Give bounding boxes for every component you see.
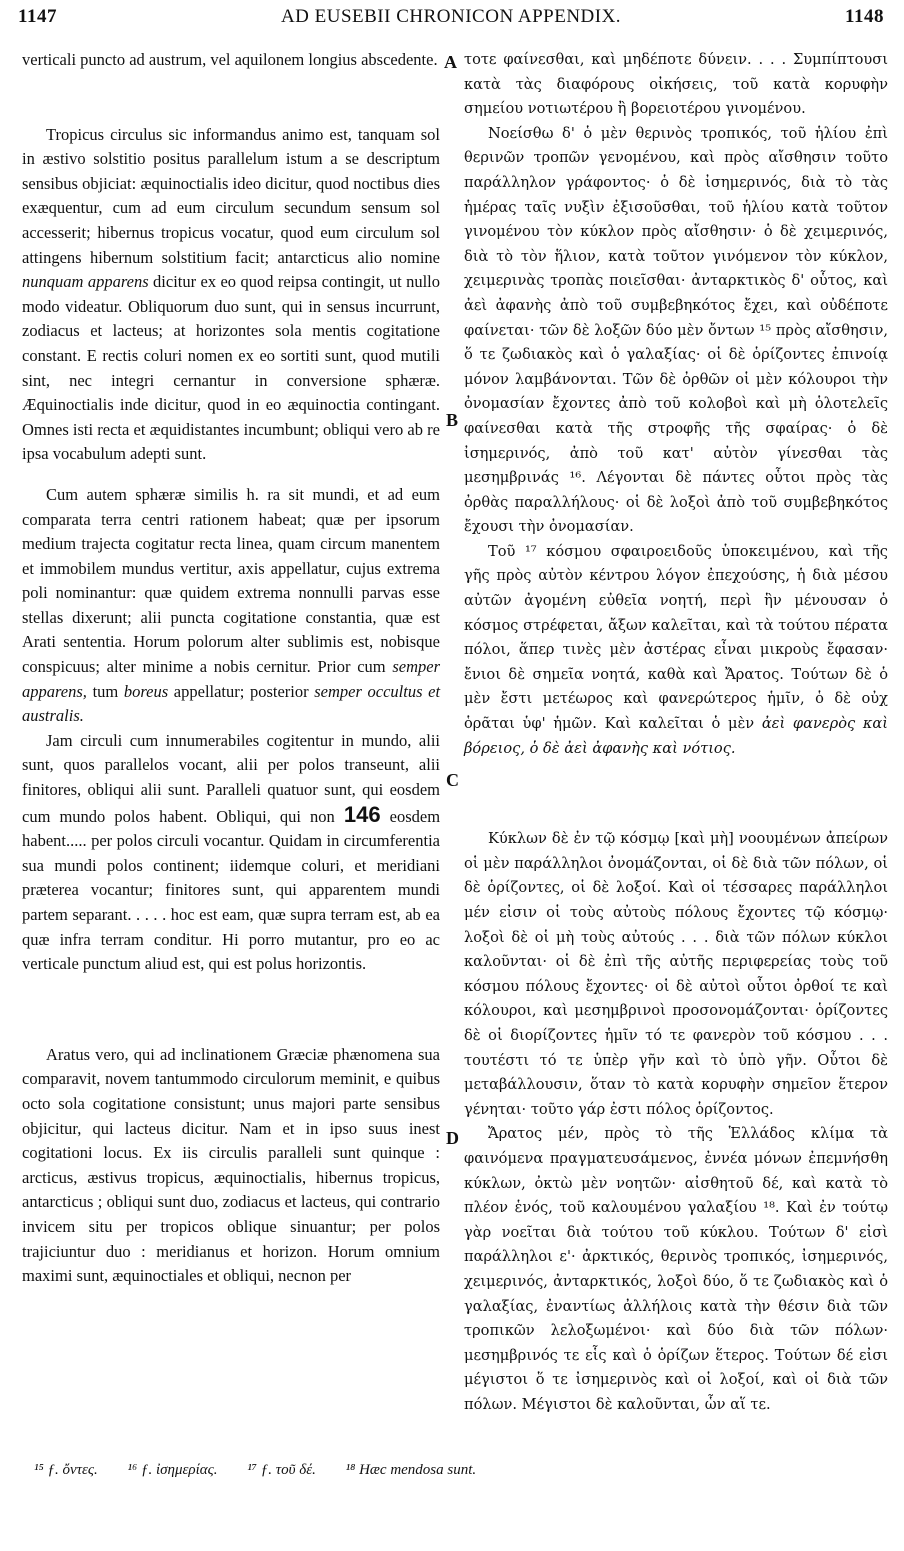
margin-marker-c: C xyxy=(446,770,459,790)
latin-paragraph-3: Cum autem sphæræ similis h. ra sit mundi, et ad eum comparata terra centri rationem habeat; quæ per ipsorum medium trajecta cogitatur recta linea, quam circum manentem et immobilem mundus vertitur, axis appellatur, cujus extrema poli nominantur: quæ quidem extrema nonnulli parvas esse stellas dixerunt; alii puncta cogitatione constantia, quæ est Arati sententia. Horum polorum alter sublimis est, nobisque conspicuus; alter minime a nobis cernitur. Prior cum semper apparens, tum boreus appellatur; posterior semper occultus et australis. xyxy=(22,484,441,726)
page-header xyxy=(18,6,884,32)
running-title: AD EUSEBII CHRONICON APPENDIX. xyxy=(280,6,622,27)
greek-paragraph-2: Νοείσθω δ' ὁ μὲν θερινὸς τροπικός, τοῦ ἡλίου ἐπὶ θερινῶν τροπῶν γενομένου, καὶ πρὸς αἴσθησιν τοῦτο παράλληλον γράφοντος· ὁ δὲ ἰσημερινός, διὰ τὸ τὰς ἡμέρας ταῖς νυξὶν ἐξισοῦσθαι, τοῦ ἡλίου κατὰ τοῦτον γινομένου τὸν κύκλον πρὸς αἴσθησιν· ὁ δὲ χειμερινός, διὰ τὸ τὸν ἥλιον, κατὰ τοῦτον γινόμενον τὸν κύκλον, χειμερινὰς τροπὰς ποιεῖσθαι· ἀνταρκτικὸς δ' οὗτος, καὶ ἀεὶ ἀφανὴς ἀπὸ τοῦ συμβεβηκότος ἔχει, καὶ οὐδέποτε φαίνεται· τῶν δὲ λοξῶν δύο μὲν ὄντων ¹⁵ πρὸς αἴσθησιν, ὅ τε ζωδιακὸς καὶ ὁ γαλαξίας· οἱ δὲ ὁρίζοντες ἐπινοίᾳ μόνον λαμβάνονται. Τῶν δὲ ὀρθῶν οἱ μὲν κόλουροι τὴν ὀνομασίαν ἔχοντες ἀπὸ τοῦ κολοβοὶ καὶ μὴ ὁλοτελεῖς φαίνεσθαι κατὰ τῆς στροφῆς τῆς σφαίρας· ὁ δὲ ἰσημερινός, ἀπὸ τοῦ κατ' αὐτὸν γίνεσθαι τὰς μεσημβρινάς ¹⁶. Λέγονται δὲ πάντες οὗτοι πρὸς τὰς ὀρθὰς παραλλήλους· οἱ δὲ λοξοὶ ἀπὸ τοῦ συμβεβηκότος ἔχουσι τὴν ὀνομασίαν. xyxy=(464,124,888,536)
greek-column xyxy=(464,48,888,1417)
page-number-right: 1148 xyxy=(845,6,884,27)
page-number-left: 1147 xyxy=(18,6,57,27)
column-number: 146 xyxy=(343,801,381,827)
footnote-16: ¹⁶ ƒ. ἰσημερίας. xyxy=(127,1462,218,1478)
margin-marker-a: A xyxy=(444,52,457,72)
footnote-18: ¹⁸ Hæc mendosa sunt. xyxy=(345,1462,477,1478)
latin-paragraph-4: Jam circuli cum innumerabiles cogitentur in mundo, alii sunt, quos parallelos vocant, alii per polos transeunt, alii finitores, obliqui alii sunt. Paralleli quatuor sunt, qui eosdem cum mundo polos habent. Obliqui, qui non 146 eosdem habent..... per polos circuli vocantur. Quidam in circumferentia sua mundi polos continent; iidemque coluri, et meridiani præterea vocantur; finitores sunt, qui apparentem mundi partem separant. . . . . hoc est eam, quæ supra terram est, ab ea quæ infra terram conditur. Hi porro mutantur, pro eo ac verticale punctum aliud est, qui est polus horizontis. xyxy=(22,730,441,974)
latin-paragraph-2: Tropicus circulus sic informandus animo est, tanquam sol in æstivo solstitio positus parallelum istum a se descriptum sensibus objiciat: æquinoctialis ideo dicitur, quod noctibus dies exæquentur, cum ad eum circulum secundum sensum sol accesserit; hibernus tropicus vocatur, quod eum circulum sol attingens hibernum solstitium facit; antarcticus alio nomine nunquam apparens dicitur ex eo quod reipsa contingit, ut nullo modo videatur. Obliquorum duo sunt, qui in sensus incurrunt, zodiacus et lacteus; at horizontes sola mentis cogitatione constant. E rectis coluri nomen ex eo sortiti sunt, quod mutili sint, nec integri cernantur in conversione sphæræ. Æquinoctialis inde dicitur, quod in eo æquinoctia contingant. Omnes isti recta et æquidistantes incumbunt; obliqui vero ab re ipsa vocabulum adepti sunt. xyxy=(22,124,440,464)
greek-paragraph-3: Τοῦ ¹⁷ κόσμου σφαιροειδοῦς ὑποκειμένου, καὶ τῆς γῆς πρὸς αὐτὸν κέντρου λόγον ἐπεχούσης, ἡ διὰ μέσου αὐτῶν ἀγομένη εὐθεῖα νοητή, περὶ ἣν μένουσαν ὁ κόσμος στρέφεται, ἄξων καλεῖται, καὶ τὰ τούτου πέρατα πόλοι, ἅπερ τινὲς μὲν ἀστέρας εἶναι μικροὺς ἔφασαν· ἔνιοι δὲ σημεῖα νοητά, καθὰ καὶ Ἄρατος. Τούτων δὲ ὁ μὲν ἔστι μετέωρος καὶ φανερώτερος ἡμῖν, ὁ δὲ οὐχ ὁρᾶται ὑφ' ἡμῶν. Καὶ καλεῖται ὁ μὲν ἀεὶ φανερὸς καὶ βόρειος, ὁ δὲ ἀεὶ ἀφανὴς καὶ νότιος. xyxy=(464,542,888,757)
footnotes xyxy=(34,1462,874,1479)
latin-paragraph-1: verticali puncto ad austrum, vel aquilonem longius abscedente. xyxy=(22,50,438,69)
greek-paragraph-1: τοτε φαίνεσθαι, καὶ μηδέποτε δύνειν. . . . Συμπίπτουσι κατὰ τὰς διαφόρους οἰκήσεις, τοῦ κατὰ κορυφὴν σημείου νοτιωτέρου ἢ βορειοτέρου γινομένου. xyxy=(464,51,888,118)
greek-paragraph-4: Κύκλων δὲ ἐν τῷ κόσμῳ [καὶ μὴ] νοουμένων ἀπείρων οἱ μὲν παράλληλοι ὀνομάζονται, οἱ δὲ διὰ τῶν πόλων, οἱ δὲ ὁρίζοντες, οἱ δὲ λοξοί. Καὶ οἱ τέσσαρες παράλληλοι μέν εἰσιν οἱ τοὺς αὐτοὺς πόλους ἔχοντες τῷ κόσμῳ· λοξοὶ δὲ οἱ μὴ τοὺς αὐτούς . . . διὰ τῶν πόλων κύκλοι καλοῦνται· οἱ δὲ ἐπὶ τῆς αὐτῆς περιφερείας τοὺς τοῦ κόσμου πόλους ἔχοντες· οἱ δὲ αὐτοὶ οὗτοι ὀρθοί τε καὶ κόλουροι, καὶ μεσημβρινοὶ προσονομάζονται· ὁρίζοντες δὲ οἱ διορίζοντες ἡμῖν τό τε φανερὸν τοῦ κόσμου . . . τουτέστι τό τε ὑπὲρ γῆν καὶ τὸ ὑπὸ γῆν. Οὗτοι δὲ μεταβάλλουσιν, ὅταν τὸ κατὰ κορυφὴν σημεῖον ἕτερον γένηται· τοῦτο γάρ ἐστι πόλος ὁρίζοντος. xyxy=(464,830,888,1118)
footnote-15: ¹⁵ ƒ. ὄντες. xyxy=(34,1462,98,1478)
latin-column xyxy=(22,48,440,1289)
greek-paragraph-5: Ἄρατος μέν, πρὸς τὸ τῆς Ἑλλάδος κλίμα τὰ φαινόμενα πραγματευσάμενος, ἐννέα μόνων ἐπεμνήσθη κύκλων, ὀκτὼ μὲν νοητῶν· αἰσθητοῦ δέ, καὶ κατὰ τὸ πλέον ἑνός, τοῦ καλουμένου γαλαξίου ¹⁸. Καὶ ἐν τούτῳ γὰρ νοεῖται διὰ τούτου τοῦ κύκλου. Τούτων δ' εἰσὶ παράλληλοι ε'· ἀρκτικός, θερινὸς τροπικός, ἰσημερινός, χειμερινός, ἀνταρκτικός, λοξοὶ δύο, ὅ τε ζωδιακὸς καὶ ὁ γαλαξίας, ἐναντίως ἀλλήλοις κατὰ τὴν θέσιν διὰ τῶν τροπικῶν λελοξωμένοι· καὶ δύο διὰ τῶν πόλων· μεσημβρινός τε εἷς καὶ ὁ ὁρίζων ἕτερος. Τούτων δέ εἰσι μέγιστοι ὅ τε ἰσημερινὸς καὶ οἱ λοξοί, καὶ οἱ διὰ τῶν πόλων. Μέγιστοι δὲ καλοῦνται, ὧν αἵ τε. xyxy=(464,1125,888,1413)
margin-marker-d: D xyxy=(446,1128,459,1148)
latin-paragraph-5: Aratus vero, qui ad inclinationem Græciæ phænomena sua comparavit, novem tantummodo circulorum meminit, e quibus octo sola cogitatione consistunt; unus majori parte sensibus objicitur, qui lacteus dicitur. Nam et in ipso suus inest cogitationi locus. Ex iis circulis paralleli sunt quinque : arcticus, æstivus tropicus, æquinoctialis, hibernus tropicus, antarcticus ; obliqui sunt duo, zodiacus et lacteus, qui contrario invicem situ per tropicos oblique sinuantur; per polos trajiciuntur duo : meridianus et horizon. Horum omnium maximi sunt, æquinoctiales et obliqui, necnon per xyxy=(22,1044,440,1286)
margin-marker-b: B xyxy=(446,410,459,430)
footnote-17: ¹⁷ ƒ. τοῦ δέ. xyxy=(247,1462,316,1478)
